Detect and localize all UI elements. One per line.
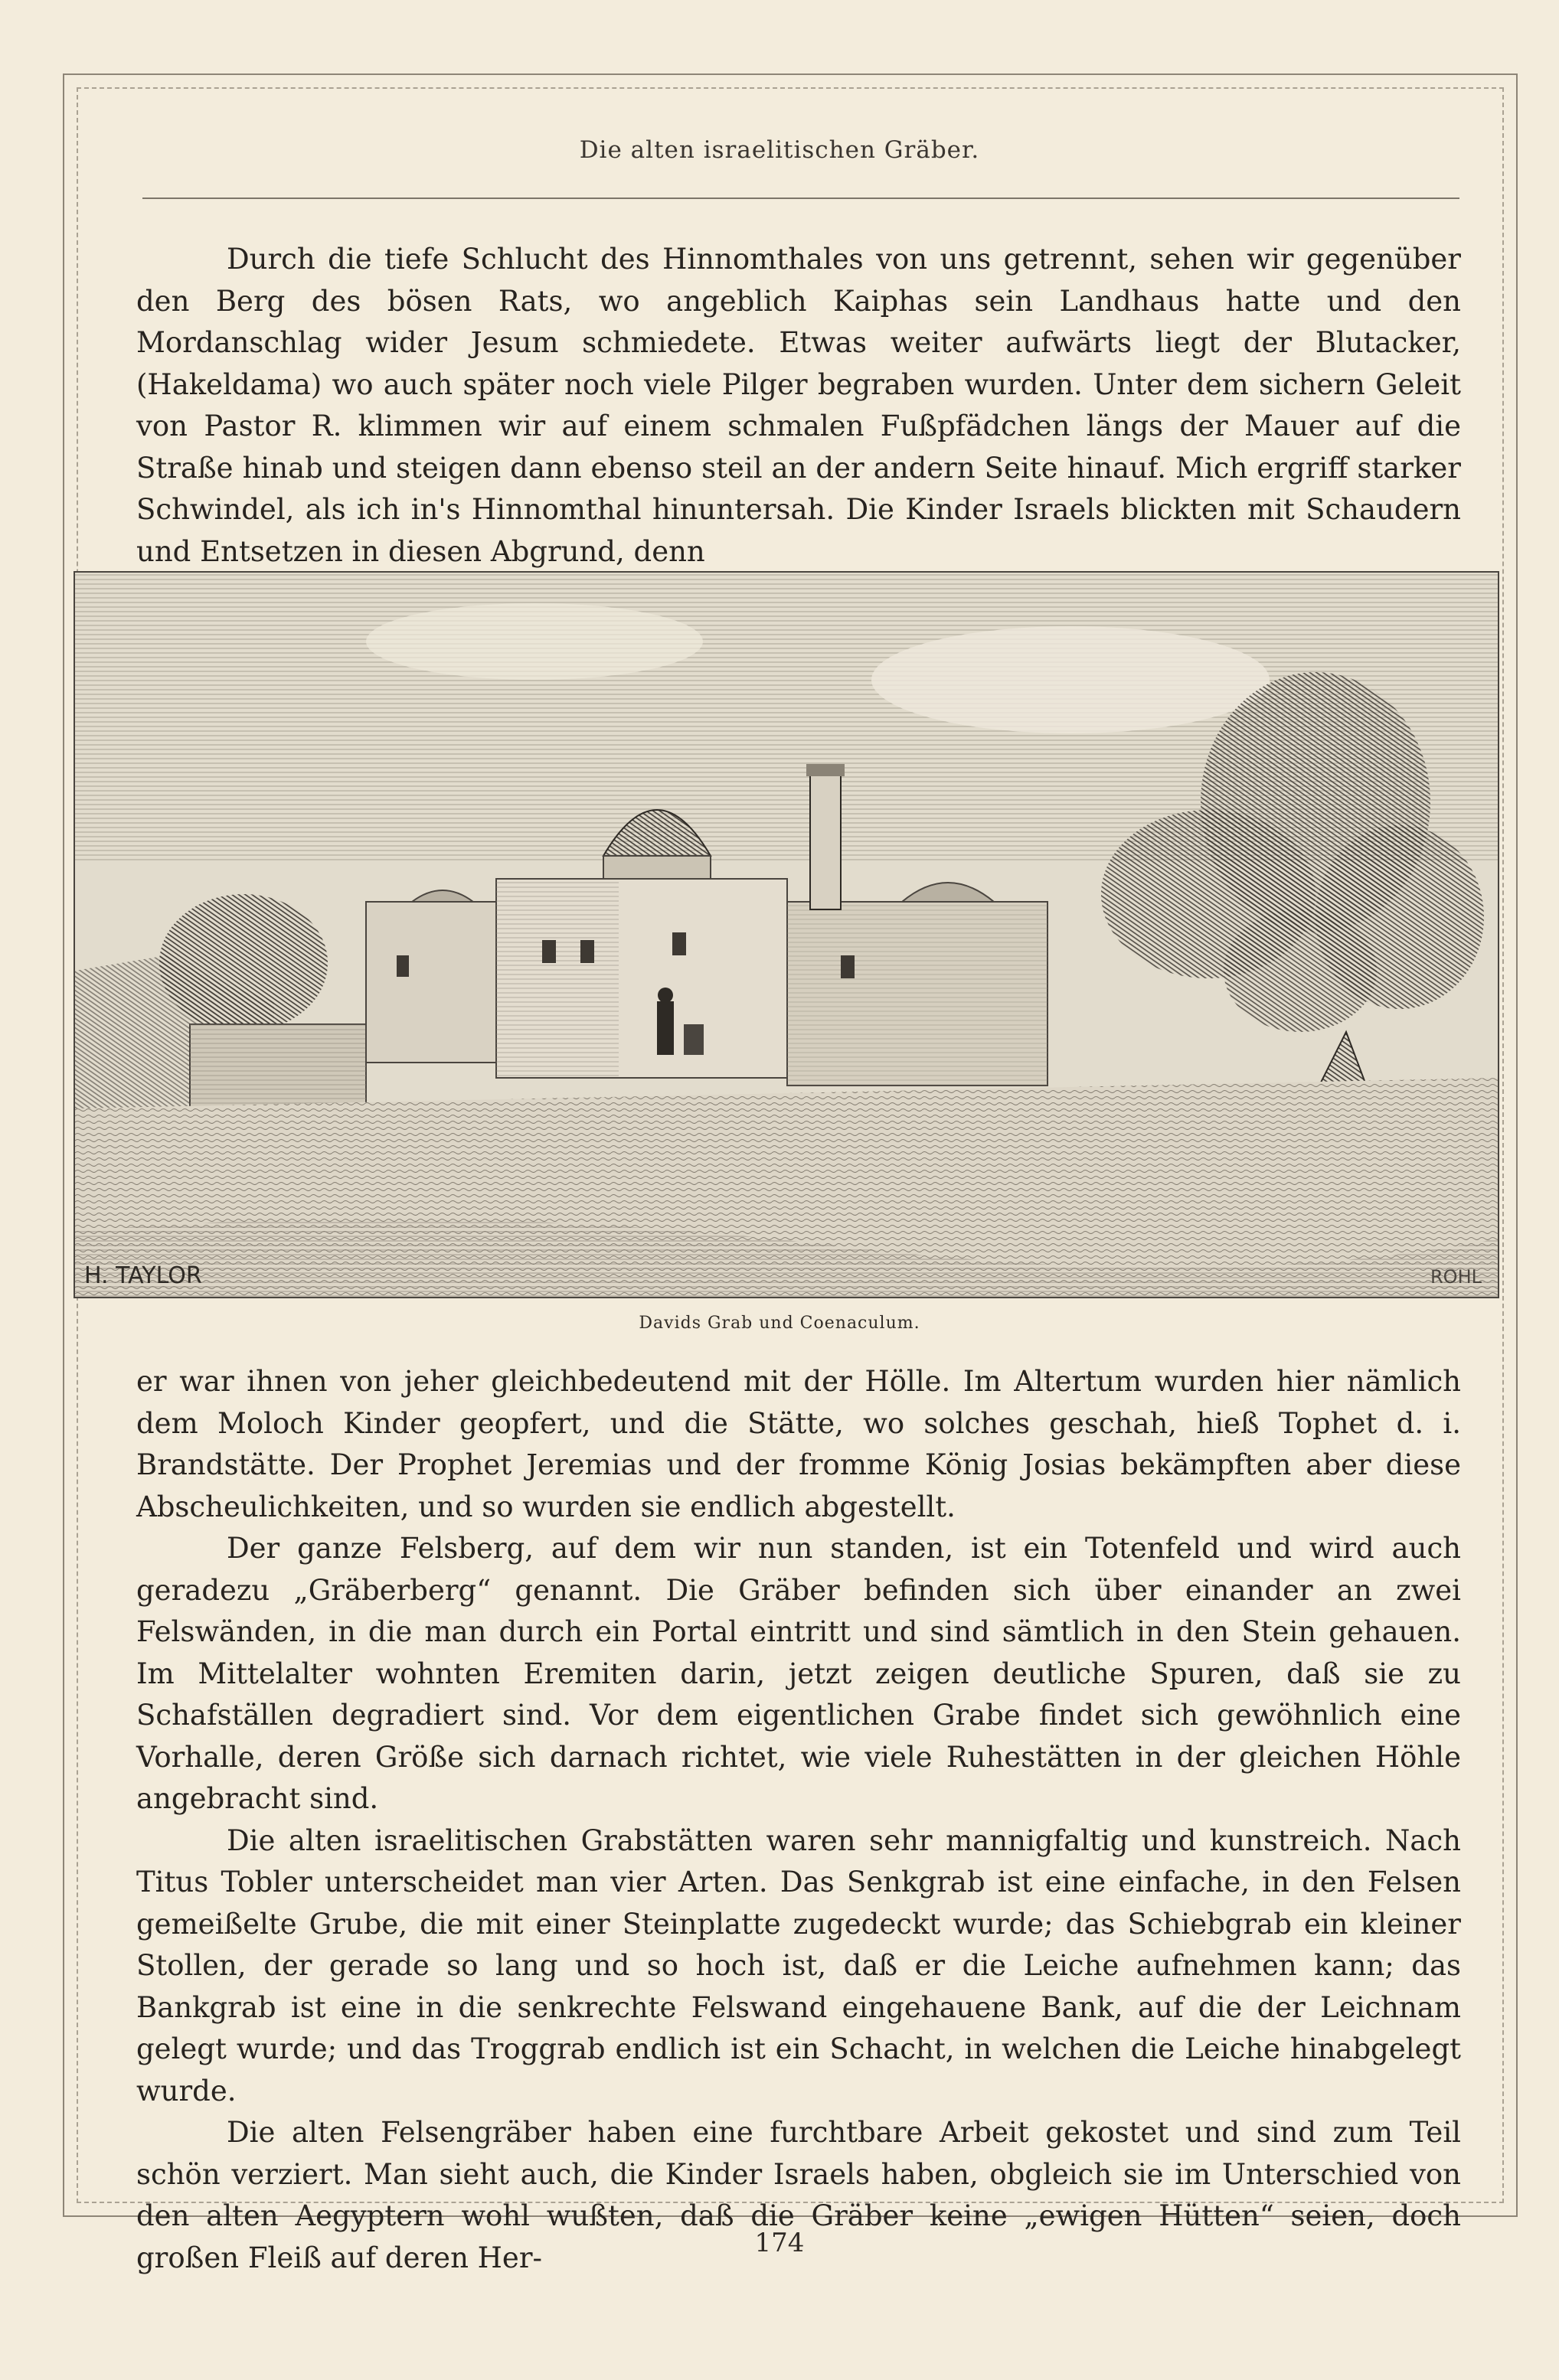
illustration-caption: Davids Grab und Coenaculum. <box>639 1314 920 1333</box>
paragraph: Der ganze Felsberg, auf dem wir nun standen, ist ein Totenfeld und wird auch geradezu „Gräberberg“ genannt. Die Gräber befinden sich über einander an zwei Felswänden, in die man durch ein Portal eintritt und sind sämtlich in den Stein gehauen. Im Mittelalter wohnten Eremiten darin, jetzt zeigen deutliche Spuren, daß sie zu Schafställen degradiert sind. Vor dem eigentlichen Grabe findet sich gewöhnlich eine Vorhalle, deren Größe sich darnach richtet, wie viele Ruhestätten in der gleichen Höhle angebracht sind. <box>136 1532 1461 1815</box>
engraver-signature-right: ROHL <box>1430 1266 1482 1288</box>
paragraph: Die alten israelitischen Grabstätten waren sehr mannigfaltig und kunstreich. Nach Titus Tobler unterscheidet man vier Arten. Das Senkgrab ist eine einfache, in den Felsen gemeißelte Grube, die mit einer Steinplatte zugedeckt wurde; das Schiebgrab ein kleiner Stollen, der gerade so lang und so hoch ist, daß er die Leiche aufnehmen kann; das Bankgrab ist eine in die senkrechte Felswand eingehauene Bank, auf die der Leichnam gelegt wurde; und das Troggrab endlich ist ein Schacht, in welchen die Leiche hinabgelegt wurde. <box>136 1823 1461 2107</box>
text-block-top <box>136 239 1461 573</box>
paragraph: Die alten Felsengräber haben eine furchtbare Arbeit gekostet und sind zum Teil schön verziert. Man sieht auch, die Kinder Israels haben, obgleich sie im Unterschied von den alten Aegyptern wohl wußten, daß die Gräber keine „ewigen Hütten“ seien, doch großen Fleiß auf deren Her- <box>136 2116 1461 2274</box>
running-head: Die alten israelitischen Gräber. <box>579 136 980 164</box>
text-block-bottom <box>136 1361 1461 2279</box>
engraving-drawing <box>75 573 1498 1297</box>
page-number: 174 <box>754 2228 805 2258</box>
header-rule <box>142 198 1459 199</box>
paragraph: Durch die tiefe Schlucht des Hinnomthales von uns getrennt, sehen wir gegenüber den Berg des bösen Rats, wo angeblich Kaiphas sein Landhaus hatte und den Mordanschlag wider Jesum schmiedete. Etwas weiter aufwärts liegt der Blutacker, (Hakeldama) wo auch später noch viele Pilger begraben wurden. Unter dem sichern Geleit von Pastor R. klimmen wir auf einem schmalen Fußpfädchen längs der Mauer auf die Straße hinab und steigen dann ebenso steil an der andern Seite hinauf. Mich ergriff starker Schwindel, als ich in's Hinnomthal hinuntersah. Die Kinder Israels blickten mit Schaudern und Entsetzen in diesen Abgrund, denn <box>136 243 1461 568</box>
engraving-illustration <box>74 571 1499 1298</box>
paragraph: er war ihnen von jeher gleichbedeutend mit der Hölle. Im Altertum wurden hier nämlich dem Moloch Kinder geopfert, und die Stätte, wo solches geschah, hieß Tophet d. i. Brandstätte. Der Prophet Jeremias und der fromme König Josias bekämpften aber diese Abscheulichkeiten, und so wurden sie endlich abgestellt. <box>136 1365 1461 1523</box>
engraver-signature-left: H. TAYLOR <box>84 1262 202 1289</box>
